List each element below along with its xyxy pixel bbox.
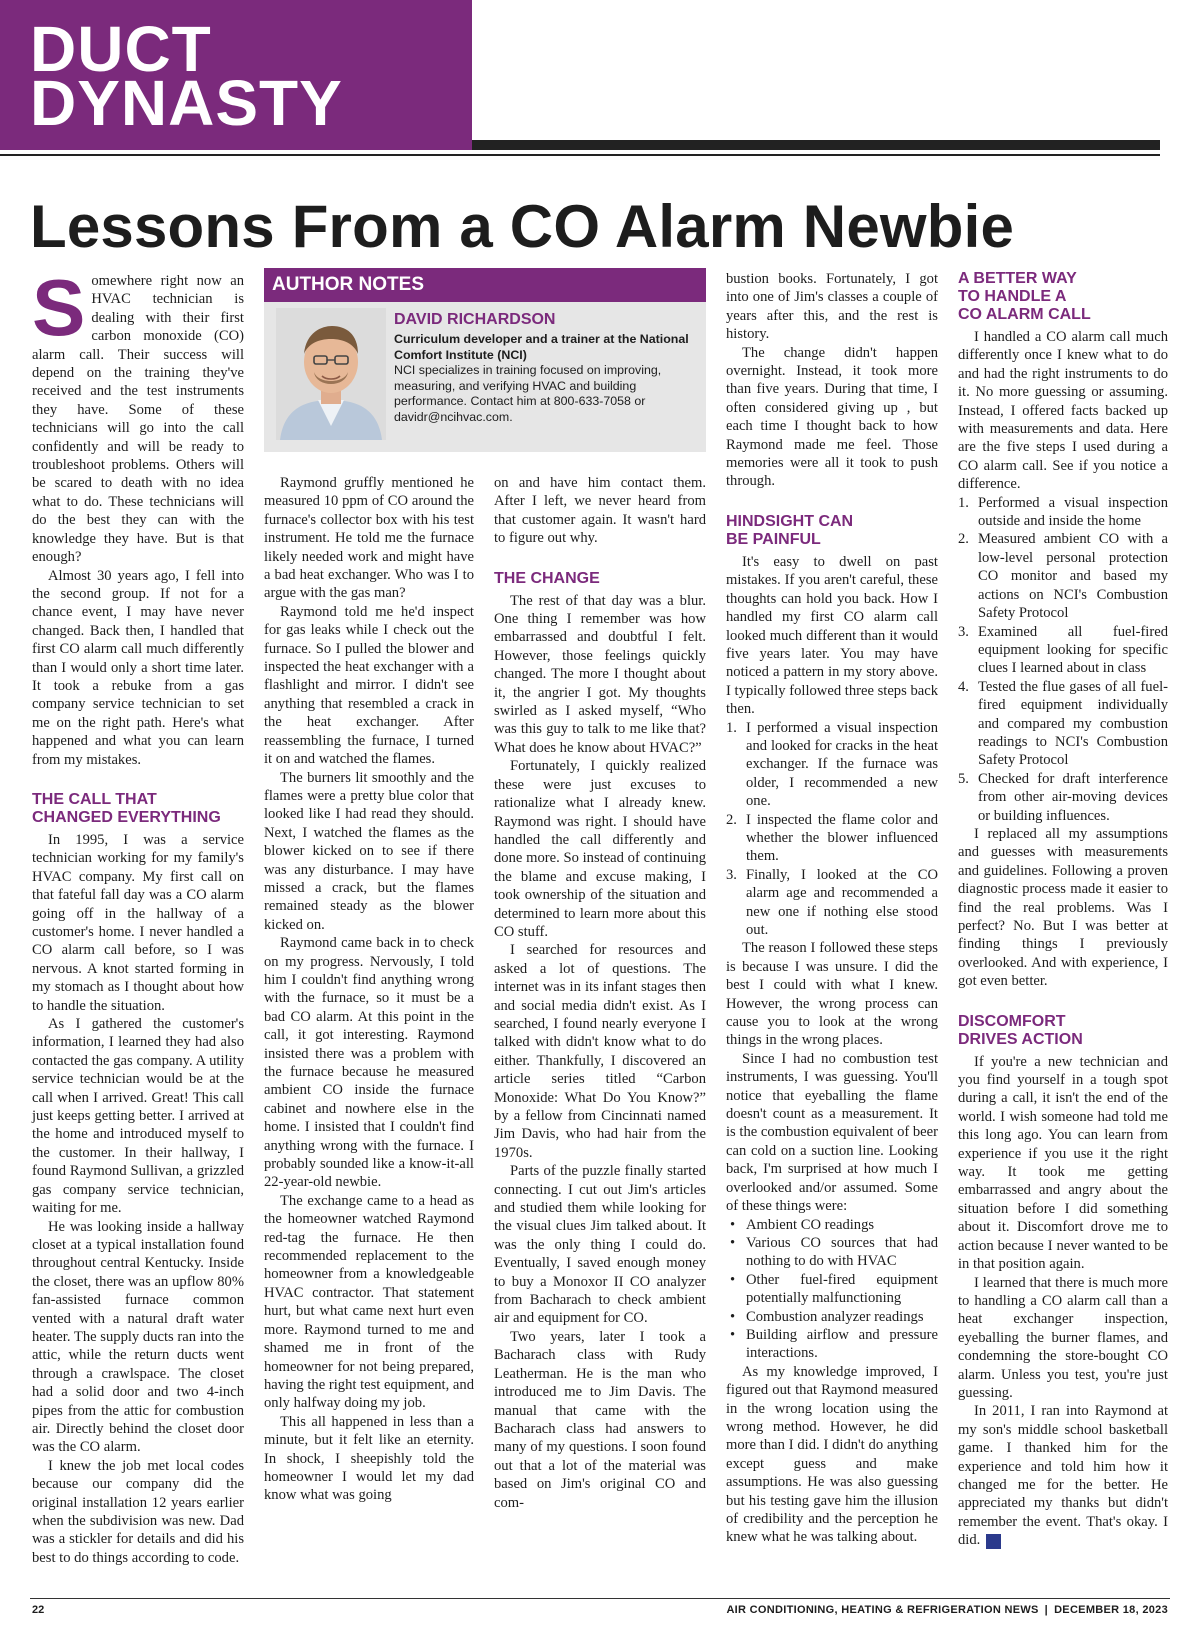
article-column-1 xyxy=(32,263,244,1567)
page-number: 22 xyxy=(32,1604,45,1616)
list-item-text: Performed a visual inspection outside and inside the home xyxy=(978,494,1168,530)
bullet-icon: • xyxy=(730,1271,736,1288)
paragraph: Parts of the puzzle finally started connecting. I cut out Jim's articles and studied them while looking for the visual clues Jim talked about. It was the only thing I could do. Eventually, I saved enough money to buy a Monoxor II CO analyzer from Bacharach to check ambient air and equipment for CO. xyxy=(494,1163,706,1327)
author-notes-box xyxy=(264,268,706,452)
list-item-text: Tested the flue gases of all fuel-fired equipment individually and compared my combustion readings to NCI's Combustion Safety Protocol xyxy=(978,678,1168,769)
five-steps-list xyxy=(958,494,1168,825)
paragraph: I searched for resources and asked a lot of questions. The internet was in its infant stages then and social media didn't exist. As I searched, I found nearly everyone I talked with didn't know what to do either. Thankfully, I discovered an article series titled “Carbon Monoxide: What Do You Know?” by a fellow from Cincinnati named Jim Davis, who had hair from the 1970s. xyxy=(494,942,706,1161)
list-item-text: Other fuel-fired equipment potentially malfunctioning xyxy=(746,1271,938,1307)
list-item-text: Measured ambient CO with a low-level personal protection CO monitor and based my actions on NCI's Combustion Safety Protocol xyxy=(978,531,1168,622)
list-item xyxy=(726,866,938,940)
end-mark-icon: N xyxy=(986,1534,1001,1549)
article-column-4 xyxy=(726,270,938,1547)
paragraph: Raymond told me he'd inspect for gas leaks while I check out the furnace. So I pulled the blower and inspected the heat exchanger with a flashlight and mirror. I didn't see anything that resembled a crack in the heat exchanger. After reassembling the furnace, I turned it on and watched the flames. xyxy=(264,603,474,768)
author-description: NCI specializes in training focused on improving, measuring, and verifying HVAC and building performance. Contact him at 800-633-7058 or davidr@ncihvac.com. xyxy=(394,363,662,424)
heading-line: TO HANDLE A xyxy=(958,288,1067,305)
intro-text: omewhere right now an HVAC technician is dealing with their first carbon monoxide (CO) alarm call. Their success will depend on the training they've received and the test instruments they have. Some of these technicians will go into the call confidently and will be ready to troubleshoot problems. Others will be scared to death with no idea what to do. These technicians will do the best they can with the knowledge they have. But is that enough? xyxy=(32,273,244,566)
paragraph: I replaced all my assumptions and guesses with measurements and guidelines. Following a proven diagnostic process made it easier to find the real problems. Was I perfect? No. But I was better at finding things I previously overlooked. And with experience, I got even better. xyxy=(958,825,1168,990)
list-item-text: Various CO sources that had nothing to do with HVAC xyxy=(746,1234,938,1270)
bullet-icon: • xyxy=(730,1308,736,1325)
heading-line: CO ALARM CALL xyxy=(958,306,1091,323)
heading-line: DISCOMFORT xyxy=(958,1012,1066,1030)
paragraph: As my knowledge improved, I figured out that Raymond measured in the wrong location using the wrong method. However, he did more than I did. I didn't do anything except guess and make assumptions. He was also guessing but his testing gave him the illusion of credibility and the perception he knew what he was talking about. xyxy=(726,1363,938,1546)
paragraph: It's easy to dwell on past mistakes. If you aren't careful, these thoughts can hold you back. How I handled my first CO alarm call looked much different than it would five years later. You may have noticed a pattern in my story above. I typically followed three steps back then. xyxy=(726,553,938,718)
list-item xyxy=(958,623,1168,678)
section-banner xyxy=(0,0,472,150)
closing-text: In 2011, I ran into Raymond at my son's middle school basketball game. I thanked him for the experience and told him how it changed me for the better. He appreciated my thanks but didn't remember the event. That's okay. I did. xyxy=(958,1403,1168,1549)
footer-rule xyxy=(30,1598,1170,1599)
section-heading-better-way xyxy=(958,270,1168,324)
heading-line: DRIVES ACTION xyxy=(958,1030,1083,1048)
paragraph: Raymond came back in to check on my progress. Nervously, I told him I couldn't find anything wrong with the furnace, so it must be a bad CO alarm. At this point in the call, it got interesting. Raymond insisted there was a problem with the furnace because he measured ambient CO inside the furnace cabinet and nowhere else in the home. I insisted that I couldn't find anything wrong with the furnace. I probably sounded like a know-it-all 22-year-old newbie. xyxy=(264,935,474,1191)
author-photo xyxy=(276,308,386,440)
article-headline: Lessons From a CO Alarm Newbie xyxy=(30,193,1015,260)
banner-title-line2: DYNASTY xyxy=(30,67,343,139)
paragraph: This all happened in less than a minute, but it felt like an eternity. In shock, I sheepishly told the homeowner I would let my dad know what was going xyxy=(264,1413,474,1504)
author-title: Curriculum developer and a trainer at the National Comfort Institute (NCI) xyxy=(394,332,689,362)
list-item-text: Examined all fuel-fired equipment looking for specific clues I learned about in class xyxy=(978,623,1168,677)
paragraph: I knew the job met local codes because our company did the original installation 12 years earlier when the subdivision was new. Dad was a stickler for details and did his best to do things according to code. xyxy=(32,1457,244,1566)
paragraph: The burners lit smoothly and the flames were a pretty blue color that looked like I had read they should. Next, I watched the flames as the blower kicked on to see if there was any disturbance. I may have missed a crack, but the flames remained steady as the blower kicked on. xyxy=(264,769,474,933)
paragraph: Two years, later I took a Bacharach class with Rudy Leatherman. He is the man who introduced me to Jim Davis. The manual that came with the Bacharach class had answers to many of my questions. I soon found out that a lot of the material was based on Jim's original CO and com- xyxy=(494,1328,706,1511)
list-item xyxy=(726,1216,938,1234)
banner-title-line1: DUCT xyxy=(30,13,212,85)
paragraph: Almost 30 years ago, I fell into the second group. If not for a chance event, I may have never changed. Back then, I handled that first CO alarm call much differently than I would only a short time later. It took a rebuke from a gas company service technician to set me on the right path. Here's what happened and what you can learn from my mistakes. xyxy=(32,567,244,768)
list-item xyxy=(726,1234,938,1271)
list-item-text: I inspected the flame color and whether the blower influenced them. xyxy=(746,811,938,865)
list-item xyxy=(958,494,1168,531)
list-number: 1. xyxy=(726,719,737,736)
bullet-icon: • xyxy=(730,1216,736,1233)
paragraph xyxy=(958,1402,1168,1549)
list-item xyxy=(958,678,1168,770)
list-number: 2. xyxy=(726,811,737,828)
paragraph: He was looking inside a hallway closet at a typical installation found throughout central Kentucky. Inside the closet, there was an upflow 80% fan-assisted furnace common vented with a natural draft water heater. The supply ducts ran into the attic, while the return ducts went through a crawlspace. The closet had a solid door and two 4-inch pipes from the attic for combustion air. Directly behind the closet door was the CO alarm. xyxy=(32,1218,244,1456)
banner-rule xyxy=(472,140,1160,150)
paragraph: The exchange came to a head as the homeowner watched Raymond red-tag the furnace. He then recommended replacement to the homeowner from a knowledgeable HVAC contractor. That statement hurt, but what came next hurt even more. Raymond turned to me and shamed me in front of the homeowner for not being prepared, having the right test equipment, and only halfway doing my job. xyxy=(264,1192,474,1412)
heading-line: BE PAINFUL xyxy=(726,530,821,548)
article-column-3 xyxy=(494,474,706,1512)
author-portrait-icon xyxy=(276,308,386,440)
author-notes-label: AUTHOR NOTES xyxy=(272,274,424,295)
paragraph: on and have him contact them. After I left, we never heard from that customer again. It wasn't hard to figure out why. xyxy=(494,475,706,547)
header-divider xyxy=(0,154,1160,156)
paragraph: The change didn't happen overnight. Instead, it took more than five years. During that time, I often considered giving up , but each time I thought back to how Raymond made me feel. Those memories were all it took to push through. xyxy=(726,344,938,490)
author-bio xyxy=(394,310,694,426)
article-column-5 xyxy=(958,270,1168,1550)
banner-title xyxy=(30,13,343,139)
list-item xyxy=(726,719,938,811)
section-heading-discomfort xyxy=(958,1013,1168,1049)
section-heading-call-that-changed xyxy=(32,791,244,827)
list-item xyxy=(958,770,1168,825)
list-number: 1. xyxy=(958,494,969,511)
list-item-text: Building airflow and pressure interactions. xyxy=(746,1326,938,1362)
section-heading-hindsight xyxy=(726,513,938,549)
heading-line: THE CALL THAT xyxy=(32,790,157,808)
list-number: 3. xyxy=(958,623,969,640)
paragraph: The rest of that day was a blur. One thing I remember was how embarrassed and doubtful I felt. However, those feelings quickly changed. The more I thought about it, the angrier I got. My thoughts swirled as I asked myself, “Who was this guy to talk to me like that? What does he know about HVAC?” xyxy=(494,592,706,756)
drop-cap: S xyxy=(32,263,86,352)
paragraph: In 1995, I was a service technician working for my family's HVAC company. My first call on that fateful fall day was a CO alarm going off in the hallway of a customer's home. I never handled a CO alarm call before, so I was nervous. A knot started forming in my stomach as I thought about how to handle the situation. xyxy=(32,831,244,1014)
list-item-text: I performed a visual inspection and looked for cracks in the heat exchanger. If the furnace was older, I recommended a new one. xyxy=(746,719,938,810)
paragraph: Fortunately, I quickly realized these were just excuses to rationalize what I already knew. Raymond was right. I should have handled the call differently and done more. So instead of continuing the blame and excuse making, I took ownership of the situation and determined to learn more about this CO stuff. xyxy=(494,758,706,940)
overlooked-items-list xyxy=(726,1216,938,1363)
paragraph: I handled a CO alarm call much differently once I knew what to do and had the right instruments to do it. No more guessing or assuming. Instead, I offered facts backed up with measurements and data. Here are the five steps I used during a CO alarm call. See if you notice a difference. xyxy=(958,329,1168,493)
paragraph: Since I had no combustion test instruments, I was guessing. You'll notice that eyeballing the flame doesn't count as a measurement. It is the combustion equivalent of beer can cold on a suction line. Looking back, I'm surprised at how much I overlooked and/or assumed. Some of these things were: xyxy=(726,1050,938,1215)
paragraph: As I gathered the customer's information, I learned they had also contacted the gas company. A utility service technician would be at the call when I arrived. Great! This call just keeps getting better. I arrived at the home and introduced myself to the customer. In their hallway, I found Raymond Sullivan, a grizzled gas company service technician, waiting for me. xyxy=(32,1016,244,1217)
paragraph: bustion books. Fortunately, I got into one of Jim's classes a couple of years after this, and the rest is history. xyxy=(726,271,938,343)
list-number: 5. xyxy=(958,770,969,787)
bullet-icon: • xyxy=(730,1326,736,1343)
heading-line: HINDSIGHT CAN xyxy=(726,512,854,530)
list-item xyxy=(726,1308,938,1326)
list-number: 2. xyxy=(958,531,969,548)
intro-paragraph xyxy=(32,263,244,567)
list-item-text: Checked for draft interference from other air-moving devices or building influences. xyxy=(978,770,1168,824)
old-steps-list xyxy=(726,719,938,940)
paragraph: The reason I followed these steps is because I was unsure. I did the best I could with what I knew. However, the wrong process can cause you to look at the wrong things in the wrong places. xyxy=(726,940,938,1049)
list-item-text: Combustion analyzer readings xyxy=(746,1308,924,1325)
heading-line: CHANGED EVERYTHING xyxy=(32,808,221,826)
issue-date: DECEMBER 18, 2023 xyxy=(1054,1604,1168,1616)
paragraph: Raymond gruffly mentioned he measured 10 ppm of CO around the furnace's collector box with his test instrument. He told me the furnace likely needed work and might have a bad heat exchanger. Who was I to argue with the gas man? xyxy=(264,475,474,602)
bullet-icon: • xyxy=(730,1234,736,1251)
list-item xyxy=(726,1326,938,1363)
list-item xyxy=(958,530,1168,622)
heading-line: A BETTER WAY xyxy=(958,270,1077,287)
footer-publication xyxy=(726,1604,1168,1616)
list-number: 3. xyxy=(726,866,737,883)
list-item-text: Finally, I looked at the CO alarm age and recommended a new one if nothing else stood out. xyxy=(746,866,938,938)
article-column-2 xyxy=(264,474,474,1505)
list-item-text: Ambient CO readings xyxy=(746,1216,875,1233)
footer-separator: | xyxy=(1044,1604,1049,1616)
author-notes-header xyxy=(264,268,706,302)
author-name: DAVID RICHARDSON xyxy=(394,311,556,328)
section-heading-the-change: THE CHANGE xyxy=(494,569,600,587)
paragraph: If you're a new technician and you find yourself in a tough spot during a call, it isn't the end of the world. I wish someone had told me this long ago. You can learn from experience if you use it the right way. It took me getting embarrassed and angry about the situation before I did something about it. Discomfort drove me to action because I never wanted to be in that position again. xyxy=(958,1053,1168,1273)
list-item xyxy=(726,1271,938,1308)
publication-name: AIR CONDITIONING, HEATING & REFRIGERATION NEWS xyxy=(726,1604,1039,1616)
list-number: 4. xyxy=(958,678,969,695)
paragraph: I learned that there is much more to handling a CO alarm call than a heat exchanger inspection, eyeballing the burner flames, and condemning the store-bought CO alarm. Unless you test, you're just guessing. xyxy=(958,1274,1168,1401)
list-item xyxy=(726,811,938,866)
